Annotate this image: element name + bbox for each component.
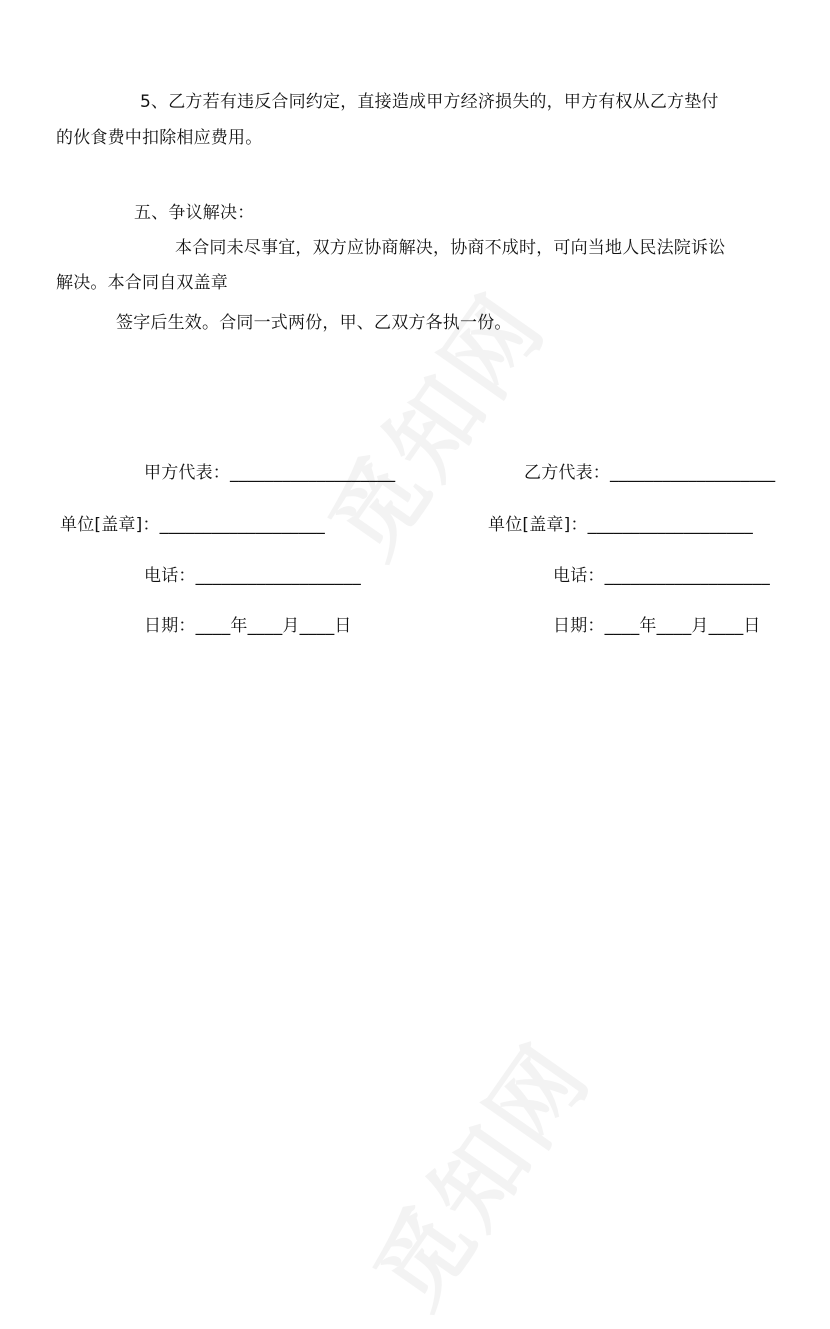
party-b-phone: 电话：___________________ (553, 566, 770, 586)
section5-heading: 五、争议解决： (134, 203, 255, 223)
section5-line1: 本合同未尽事宜，双方应协商解决，协商不成时，可向当地人民法院诉讼 (175, 238, 726, 258)
party-a-representative: 甲方代表：___________________ (144, 463, 396, 483)
party-a-phone: 电话：___________________ (144, 566, 361, 586)
section5-line2: 解决。本合同自双盖章 (56, 273, 228, 293)
section5-line3: 签字后生效。合同一式两份，甲、乙双方各执一份。 (116, 313, 512, 333)
watermark-bottom (339, 1013, 616, 1329)
party-a-unit-seal: 单位[盖章]：___________________ (60, 515, 325, 535)
party-a-date: 日期：____年____月____日 (144, 616, 352, 636)
party-b-date: 日期：____年____月____日 (553, 616, 761, 636)
clause5-line2: 的伙食费中扣除相应费用。 (56, 128, 263, 148)
party-b-unit-seal: 单位[盖章]：___________________ (488, 515, 753, 535)
party-b-representative: 乙方代表：___________________ (524, 463, 776, 483)
clause5-line1: 5、乙方若有违反合同约定，直接造成甲方经济损失的，甲方有权从乙方垫付 (140, 92, 719, 112)
